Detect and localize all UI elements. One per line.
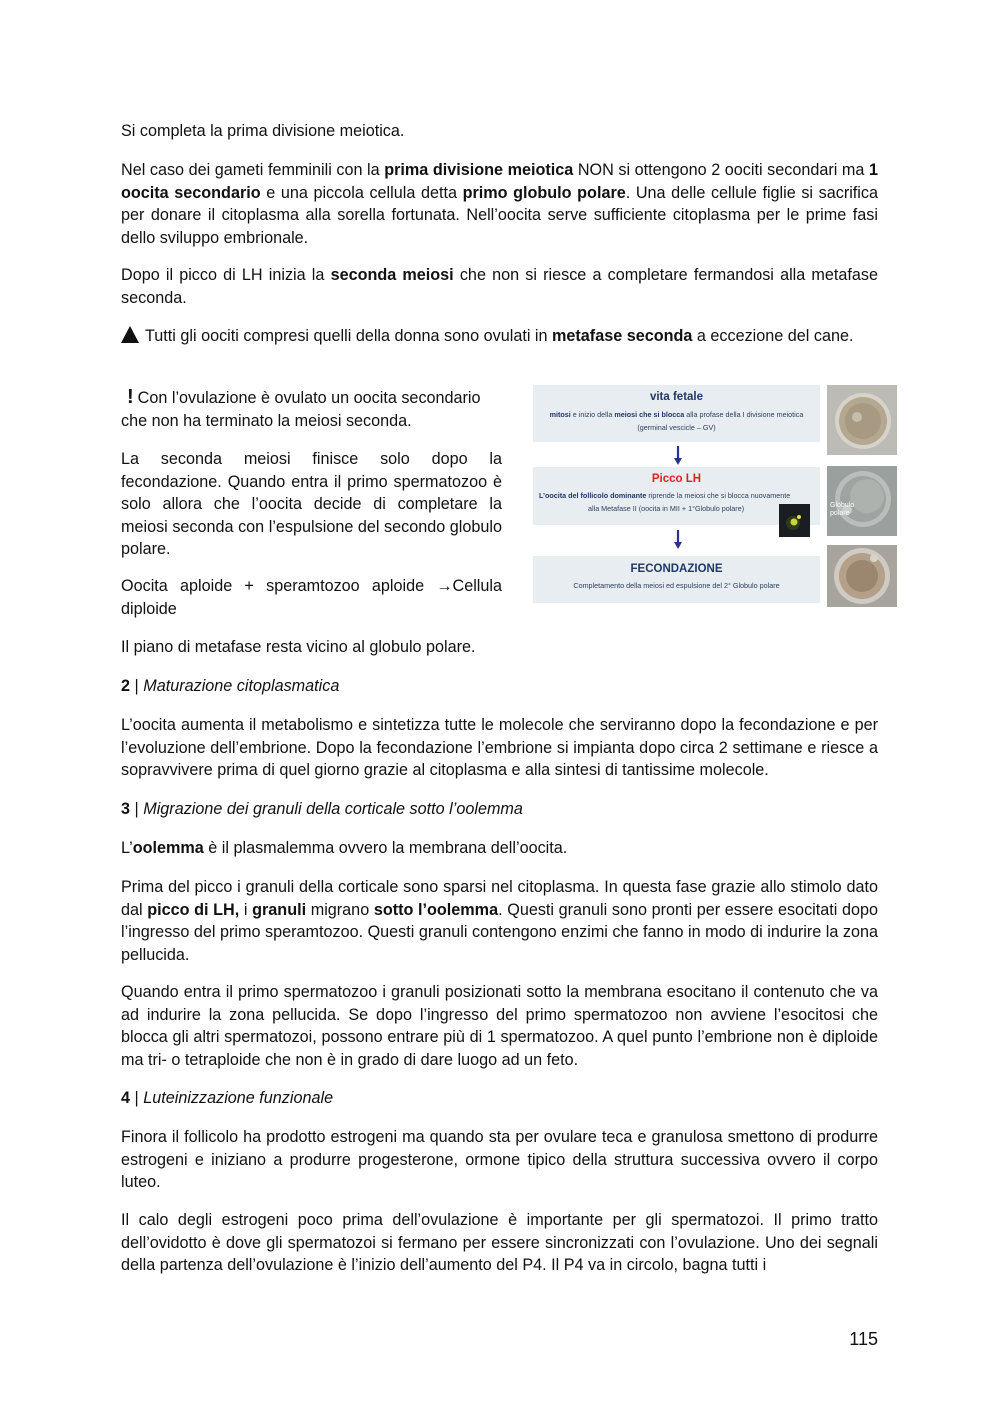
oocyte-fertilized-photo	[827, 545, 897, 607]
exclamation-icon: !	[127, 386, 134, 408]
down-arrow-icon	[673, 530, 683, 550]
paragraph: Oocita aploide + speramtozoo aploide →Cellula diploide	[121, 577, 502, 618]
paragraph: Dopo il picco di LH inizia la seconda meiosi che non si riesce a completare fermandosi alla metafase seconda.	[121, 266, 879, 307]
paragraph: Il calo degli estrogeni poco prima dell’ovulazione è importante per gli spermatozoi. Il primo tratto dell’ovidotto è dove gli spermatozoi si fermano per essere sincronizzati con l’ovulazione. Uno dei segnali della partenza dell’ovulazione è l’inizio dell’aumento del P4. Il P4 va in circolo, bagna tutti i	[121, 1211, 878, 1274]
down-arrow-icon	[673, 446, 683, 466]
figure-box-fecondazione	[533, 556, 820, 603]
oocyte-mii-photo	[827, 466, 897, 536]
figure-box-picco-lh	[533, 467, 820, 525]
figure-box-title: FECONDAZIONE	[630, 563, 723, 575]
figure-box-text: mitosi e inizio della meiosi che si blocca alla profase della I divisione meiotica	[549, 410, 804, 419]
oocyte-gv-photo	[827, 385, 897, 455]
warning-triangle-icon	[121, 326, 139, 343]
oocyte-fluorescence-thumbnail	[779, 504, 810, 537]
paragraph: Tutti gli oociti compresi quelli della donna sono ovulati in metafase seconda a eccezione del cane.	[121, 325, 878, 348]
photo-label: Globulo polare	[830, 502, 855, 517]
paragraph: Finora il follicolo ha prodotto estrogeni ma quando sta per ovulare teca e granulosa smettono di produrre estrogeni e iniziano a produrre progesterone, ormone tipico della struttura successiva ovvero il corpo luteo.	[121, 1128, 878, 1191]
page-number: 115	[849, 1329, 878, 1349]
figure-box-text: (germinal vescicle – GV)	[637, 423, 716, 432]
figure-box-title: vita fetale	[649, 391, 704, 403]
paragraph: Si completa la prima divisione meiotica.	[121, 122, 405, 140]
paragraph: Quando entra il primo spermatozoo i granuli posizionati sotto la membrana esocitano il contenuto che va ad indurire la zona pellucida. Se dopo l’ingresso del primo spermatozoo non avviene l’esocitosi che blocca gli altri spermatozoi, possono entrare più di 1 spermatozoo. A quel punto l’embrione non è diploide ma tri- o tetraploide che non è in grado di dare luogo ad un feto.	[121, 983, 878, 1069]
figure-box-vita-fetale	[533, 385, 820, 442]
paragraph: ! Con l’ovulazione è ovulato un oocita secondario che non ha terminato la meiosi seconda.	[121, 386, 481, 430]
paragraph: L’oolemma è il plasmalemma ovvero la membrana dell’oocita.	[121, 839, 568, 857]
figure-box-text: Completamento della meiosi ed espulsione del 2° Globulo polare	[573, 581, 780, 590]
section-heading-2: 2 | Maturazione citoplasmatica	[121, 677, 340, 695]
figure-box-title: Picco LH	[651, 473, 702, 485]
section-heading-4: 4 | Luteinizzazione funzionale	[121, 1089, 334, 1107]
section-heading-3: 3 | Migrazione dei granuli della corticale sotto l’oolemma	[121, 800, 523, 818]
paragraph: Prima del picco i granuli della corticale sono sparsi nel citoplasma. In questa fase grazie allo stimolo dato dal picco di LH, i granuli migrano sotto l’oolemma. Questi granuli sono pronti per essere esocitati dopo l’ingresso del primo speramtozoo. Questi granuli contengono enzimi che fanno in modo di indurire la zona pellucida.	[121, 878, 878, 964]
paragraph: L’oocita aumenta il metabolismo e sintetizza tutte le molecole che serviranno dopo la fecondazione e per l’evoluzione dell’embrione. Dopo la fecondazione l’embrione si impianta dopo circa 2 settimane e riesce a sopravvivere prima di quel giorno grazie al citoplasma e alla sintesi di tantissime molecole.	[121, 716, 878, 779]
paragraph: La seconda meiosi finisce solo dopo la fecondazione. Quando entra il primo spermatozoo è solo allora che l’oocita decide di completare la meiosi seconda con l’espulsione del secondo globulo polare.	[121, 450, 502, 558]
paragraph: Il piano di metafase resta vicino al globulo polare.	[121, 638, 476, 656]
figure-box-text: alla Metafase II (oocita in MII + 1°Globulo polare)	[588, 504, 745, 513]
figure-box-text: L’oocita del follicolo dominante riprende la meiosi che si blocca nuovamente	[539, 491, 791, 500]
paragraph: Nel caso dei gameti femminili con la prima divisione meiotica NON si ottengono 2 oociti secondari ma 1 oocita secondario e una piccola cellula detta primo globulo polare. Una delle cellule figlie si sacrifica per donare il citoplasma alla sorella fortunata. Nell’oocita serve sufficiente citoplasma per le prime fasi dello sviluppo embrionale.	[121, 161, 878, 247]
